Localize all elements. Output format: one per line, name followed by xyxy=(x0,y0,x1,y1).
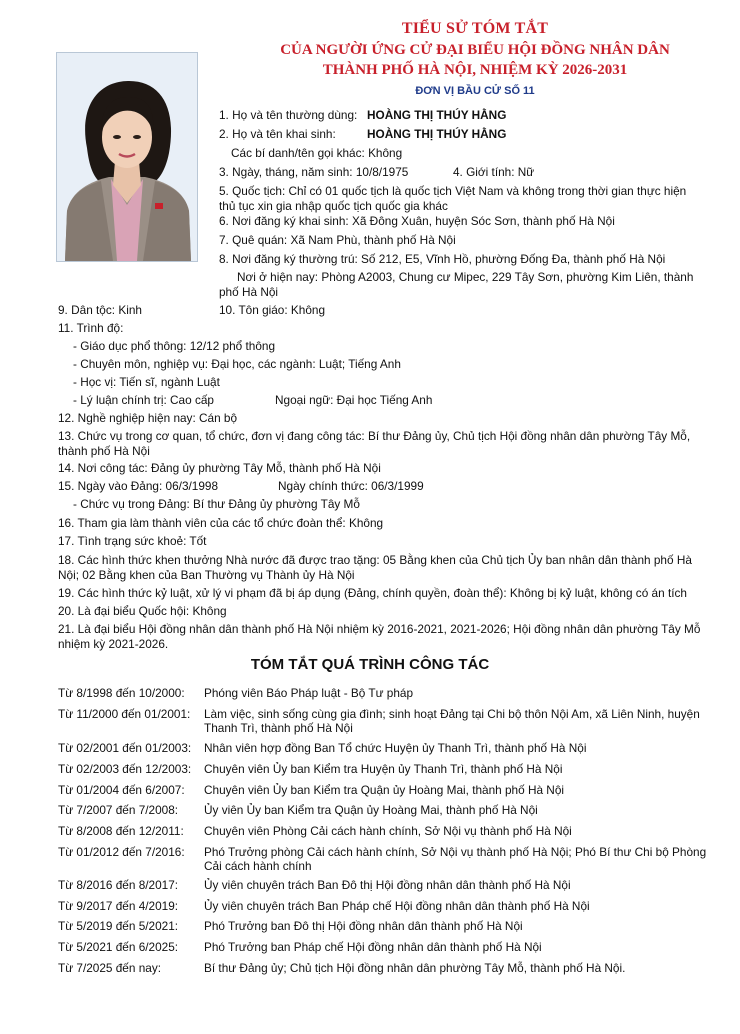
career-description: Làm việc, sinh sống cùng gia đình; sinh hoạt Đảng tại Chi bộ thôn Nội Am, xã Liên Ninh, huyện Thanh Trì, thành phố Hà Nội xyxy=(204,707,700,735)
field-aliases: Các bí danh/tên gọi khác: Không xyxy=(231,146,403,160)
career-period: Từ 02/2001 đến 01/2003: xyxy=(58,741,192,755)
field-permanent-residence: 8. Nơi đăng ký thường trú: Số 212, E5, Vĩnh Hồ, phường Đống Đa, thành phố Hà Nội xyxy=(219,252,666,266)
field-current-position: 13. Chức vụ trong cơ quan, tổ chức, đơn vị đang công tác: Bí thư Đảng ủy, Chủ tịch Hội đồng nhân dân phường Tây Mỗ, thành phố Hà Nội xyxy=(58,429,691,458)
career-period: Từ 01/2004 đến 6/2007: xyxy=(58,783,185,797)
document-title: TIỂU SỬ TÓM TẮT xyxy=(401,20,549,37)
field-common-name-value: HOÀNG THỊ THÚY HẰNG xyxy=(367,108,507,122)
document-subtitle-1: CỦA NGƯỜI ỨNG CỬ ĐẠI BIỂU HỘI ĐỒNG NHÂN DÂN xyxy=(280,42,670,58)
career-description: Nhân viên hợp đồng Ban Tổ chức Huyện ủy Thanh Trì, thành phố Hà Nội xyxy=(204,741,587,755)
career-description: Phó Trưởng ban Pháp chế Hội đồng nhân dân thành phố Hà Nội xyxy=(204,940,542,954)
field-occupation: 12. Nghề nghiệp hiện nay: Cán bộ xyxy=(58,411,238,425)
career-description: Phó Trưởng ban Đô thị Hội đồng nhân dân thành phố Hà Nội xyxy=(204,919,523,933)
field-party-position: - Chức vụ trong Đảng: Bí thư Đảng ủy phường Tây Mỗ xyxy=(73,497,360,511)
field-current-residence: Nơi ở hiện nay: Phòng A2003, Chung cư Mipec, 229 Tây Sơn, phường Kim Liên, thành phố Hà Nội xyxy=(219,270,694,299)
field-date-of-birth: 3. Ngày, tháng, năm sinh: 10/8/1975 xyxy=(219,165,409,179)
field-discipline: 19. Các hình thức kỷ luật, xử lý vi phạm đã bị áp dụng (Đảng, chính quyền, đoàn thể): Không bị kỷ luật, không có án tích xyxy=(58,586,687,600)
career-description: Phó Trưởng phòng Cải cách hành chính, Sở Nội vụ thành phố Hà Nội; Phó Bí thư Chi bộ Phòng Cải cách hành chính xyxy=(204,845,707,873)
field-foreign-language: Ngoại ngữ: Đại học Tiếng Anh xyxy=(275,393,433,407)
field-workplace: 14. Nơi công tác: Đảng ủy phường Tây Mỗ, thành phố Hà Nội xyxy=(58,461,381,475)
career-period: Từ 11/2000 đến 01/2001: xyxy=(58,707,191,721)
career-period: Từ 5/2021 đến 6/2025: xyxy=(58,940,179,954)
electoral-unit: ĐƠN VỊ BẦU CỬ SỐ 11 xyxy=(415,85,535,97)
field-organizations: 16. Tham gia làm thành viên của các tổ chức đoàn thể: Không xyxy=(58,516,384,530)
field-nationality: 5. Quốc tịch: Chỉ có 01 quốc tịch là quốc tịch Việt Nam và không trong thời gian thực hiện thủ tục xin gia nhập quốc tịch quốc gia khác xyxy=(219,184,687,213)
career-description: Chuyên viên Phòng Cải cách hành chính, Sở Nội vụ thành phố Hà Nội xyxy=(204,824,572,838)
document-header xyxy=(240,18,710,100)
field-gender: 4. Giới tính: Nữ xyxy=(453,165,535,179)
portrait-image xyxy=(57,53,197,261)
field-education-heading: 11. Trình độ: xyxy=(58,321,124,335)
career-description: Phóng viên Báo Pháp luật - Bộ Tư pháp xyxy=(204,686,414,700)
career-description: Bí thư Đảng ủy; Chủ tịch Hội đồng nhân dân phường Tây Mỗ, thành phố Hà Nội. xyxy=(204,961,626,975)
career-section-title: TÓM TẮT QUÁ TRÌNH CÔNG TÁC xyxy=(250,656,490,673)
career-period: Từ 7/2007 đến 7/2008: xyxy=(58,803,179,817)
career-period: Từ 8/1998 đến 10/2000: xyxy=(58,686,185,700)
field-birth-name-label: 2. Họ và tên khai sinh: xyxy=(219,127,336,141)
field-specialization: - Chuyên môn, nghiệp vụ: Đại học, các ngành: Luật; Tiếng Anh xyxy=(73,357,401,371)
field-political-theory: - Lý luận chính trị: Cao cấp xyxy=(73,393,214,407)
career-description: Ủy viên Ủy ban Kiểm tra Quận ủy Hoàng Mai, thành phố Hà Nội xyxy=(204,803,538,817)
field-ethnicity: 9. Dân tộc: Kinh xyxy=(58,303,142,317)
candidate-portrait xyxy=(56,52,198,262)
field-national-assembly: 20. Là đại biểu Quốc hội: Không xyxy=(58,604,227,618)
career-description: Chuyên viên Ủy ban Kiểm tra Huyện ủy Thanh Trì, thành phố Hà Nội xyxy=(204,762,563,776)
career-period: Từ 7/2025 đến nay: xyxy=(58,961,161,975)
career-period: Từ 02/2003 đến 12/2003: xyxy=(58,762,192,776)
career-description: Ủy viên chuyên trách Ban Đô thị Hội đồng nhân dân thành phố Hà Nội xyxy=(204,878,571,892)
field-birth-name-value: HOÀNG THỊ THÚY HẰNG xyxy=(367,127,507,141)
field-degree: - Học vị: Tiến sĩ, ngành Luật xyxy=(73,375,220,389)
field-general-education: - Giáo dục phổ thông: 12/12 phổ thông xyxy=(73,339,276,353)
field-awards: 18. Các hình thức khen thưởng Nhà nước đã được trao tặng: 05 Bằng khen của Chủ tịch Ủy ban nhân dân thành phố Hà Nội; 02 Bằng khen của Ban Thường vụ Thành ủy Hà Nội xyxy=(58,553,692,582)
career-description: Ủy viên chuyên trách Ban Pháp chế Hội đồng nhân dân thành phố Hà Nội xyxy=(204,899,590,913)
field-religion: 10. Tôn giáo: Không xyxy=(219,303,326,317)
career-period: Từ 9/2017 đến 4/2019: xyxy=(58,899,179,913)
field-birth-registration: 6. Nơi đăng ký khai sinh: Xã Đông Xuân, huyện Sóc Sơn, thành phố Hà Nội xyxy=(219,214,615,228)
career-period: Từ 8/2008 đến 12/2011: xyxy=(58,824,184,838)
field-hometown: 7. Quê quán: Xã Nam Phù, thành phố Hà Nội xyxy=(219,233,456,247)
field-party-official-date: Ngày chính thức: 06/3/1999 xyxy=(278,479,424,493)
field-party-join-date: 15. Ngày vào Đảng: 06/3/1998 xyxy=(58,479,219,493)
career-period: Từ 8/2016 đến 8/2017: xyxy=(58,878,179,892)
field-common-name-label: 1. Họ và tên thường dùng: xyxy=(219,108,358,122)
career-period: Từ 01/2012 đến 7/2016: xyxy=(58,845,185,859)
career-description: Chuyên viên Ủy ban Kiểm tra Quận ủy Hoàng Mai, thành phố Hà Nội xyxy=(204,783,565,797)
field-health: 17. Tình trạng sức khoẻ: Tốt xyxy=(58,534,207,548)
career-period: Từ 5/2019 đến 5/2021: xyxy=(58,919,179,933)
document-subtitle-2: THÀNH PHỐ HÀ NỘI, NHIỆM KỲ 2026-2031 xyxy=(322,62,628,78)
field-council-membership: 21. Là đại biểu Hội đồng nhân dân thành phố Hà Nội nhiệm kỳ 2016-2021, 2021-2026; Hội đồng nhân dân phường Tây Mỗ nhiệm kỳ 2021-2026. xyxy=(58,622,701,651)
